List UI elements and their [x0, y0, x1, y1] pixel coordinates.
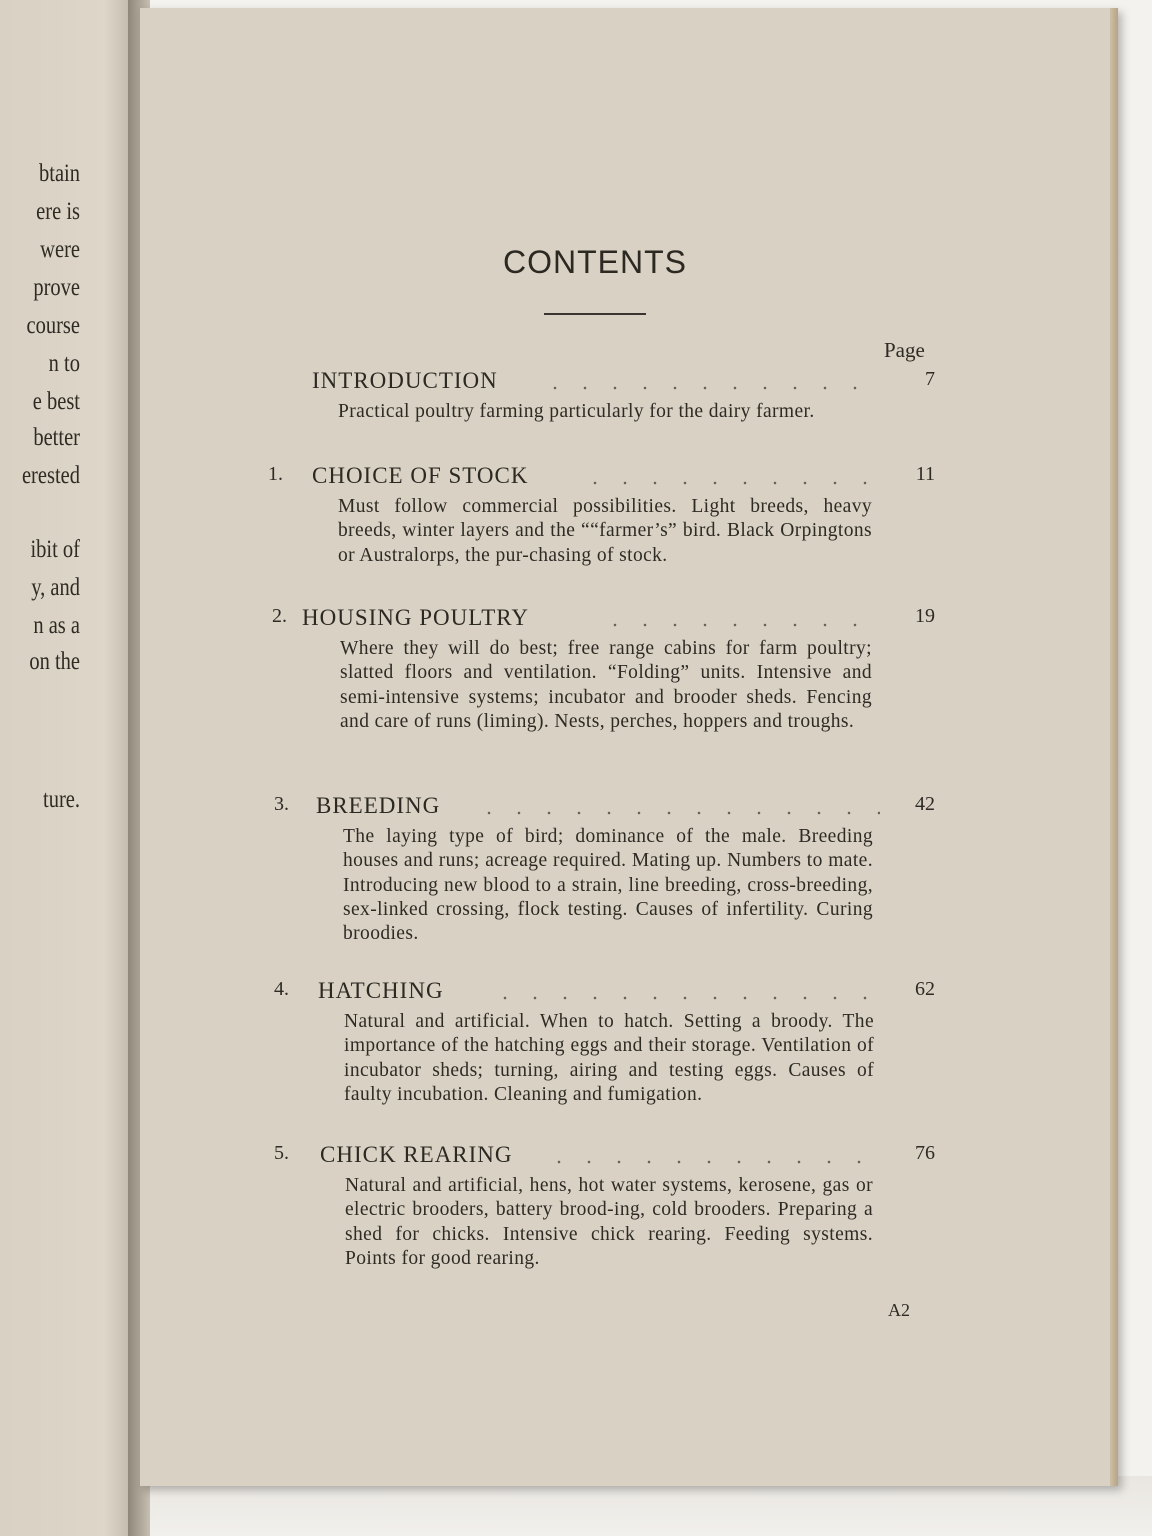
dot-leader	[490, 996, 880, 1000]
toc-description: Where they will do best; free range cabins for farm poultry; slatted floors and ventilation. “Folding” units. Intensive and semi-intensive systems; incubator and brooder sheds. Fencing and care of runs (liming). Nests, perches, hoppers and troughs.	[340, 638, 872, 732]
left-page-text: ture.	[42, 786, 80, 813]
contents-page	[140, 8, 1118, 1486]
title-rule	[544, 313, 646, 315]
toc-description: Must follow commercial possibilities. Light breeds, heavy breeds, winter layers and the ““farmer’s” bird. Black Orpingtons or Australorps, the pur-chasing of stock.	[338, 496, 872, 566]
left-page	[0, 0, 140, 1536]
toc-page-number: 62	[915, 978, 935, 1000]
left-page-text: were	[40, 236, 80, 263]
toc-page-number: 11	[915, 463, 935, 485]
left-page-text: btain	[39, 160, 80, 187]
toc-description: Natural and artificial. When to hatch. Setting a broody. The importance of the hatching eggs and their storage. Ventilation of incubator sheds; turning, airing and testing eggs. Causes of faulty incubation. Cleaning and fumigation.	[344, 1011, 874, 1105]
toc-page-number: 19	[915, 605, 935, 627]
left-page-text: on the	[29, 648, 80, 675]
dot-leader	[600, 623, 880, 627]
signature-mark: A2	[888, 1300, 910, 1320]
page-column-label: Page	[884, 338, 925, 362]
page-edge	[1110, 8, 1118, 1486]
left-page-text: prove	[33, 274, 80, 301]
toc-number: 4.	[274, 978, 289, 1000]
left-page-text: y, and	[31, 574, 80, 601]
left-page-text: course	[26, 312, 80, 339]
toc-number: 2.	[272, 605, 287, 627]
toc-number: 3.	[274, 793, 289, 815]
left-page-text: erested	[21, 462, 80, 489]
toc-description: The laying type of bird; dominance of the male. Breeding houses and runs; acreage required. Mating up. Numbers to mate. Introducing new blood to a strain, line breeding, cross-breeding, sex-linked crossing, flock testing. Causes of infertility. Curing broodies.	[343, 826, 873, 945]
dot-leader	[580, 481, 880, 485]
left-page-text: ere is	[36, 198, 80, 225]
toc-heading: HOUSING POULTRY	[302, 605, 529, 630]
page-title: CONTENTS	[503, 244, 687, 280]
toc-page-number: 42	[915, 793, 935, 815]
toc-page-number: 7	[925, 368, 935, 390]
toc-heading: CHICK REARING	[320, 1142, 513, 1167]
left-page-text: ibit of	[30, 536, 80, 563]
dot-leader	[544, 1160, 880, 1164]
toc-description: Natural and artificial, hens, hot water systems, kerosene, gas or electric brooders, battery brood-ing, cold brooders. Preparing a shed for chicks. Intensive chick rearing. Feeding systems. Points for good rearing.	[345, 1175, 873, 1269]
toc-page-number: 76	[915, 1142, 935, 1164]
toc-heading: CHOICE OF STOCK	[312, 463, 529, 488]
dot-leader	[474, 811, 880, 815]
left-page-text: better	[33, 424, 80, 451]
toc-heading: INTRODUCTION	[312, 368, 498, 393]
toc-heading: BREEDING	[316, 793, 441, 818]
toc-description: Practical poultry farming particularly for the dairy farmer.	[338, 401, 815, 422]
left-page-text: n to	[48, 350, 80, 377]
left-page-text: n as a	[33, 612, 80, 639]
toc-heading: HATCHING	[318, 978, 444, 1003]
dot-leader	[540, 386, 880, 390]
left-page-text: e best	[32, 388, 80, 415]
toc-number: 1.	[268, 463, 283, 485]
toc-number: 5.	[274, 1142, 289, 1164]
